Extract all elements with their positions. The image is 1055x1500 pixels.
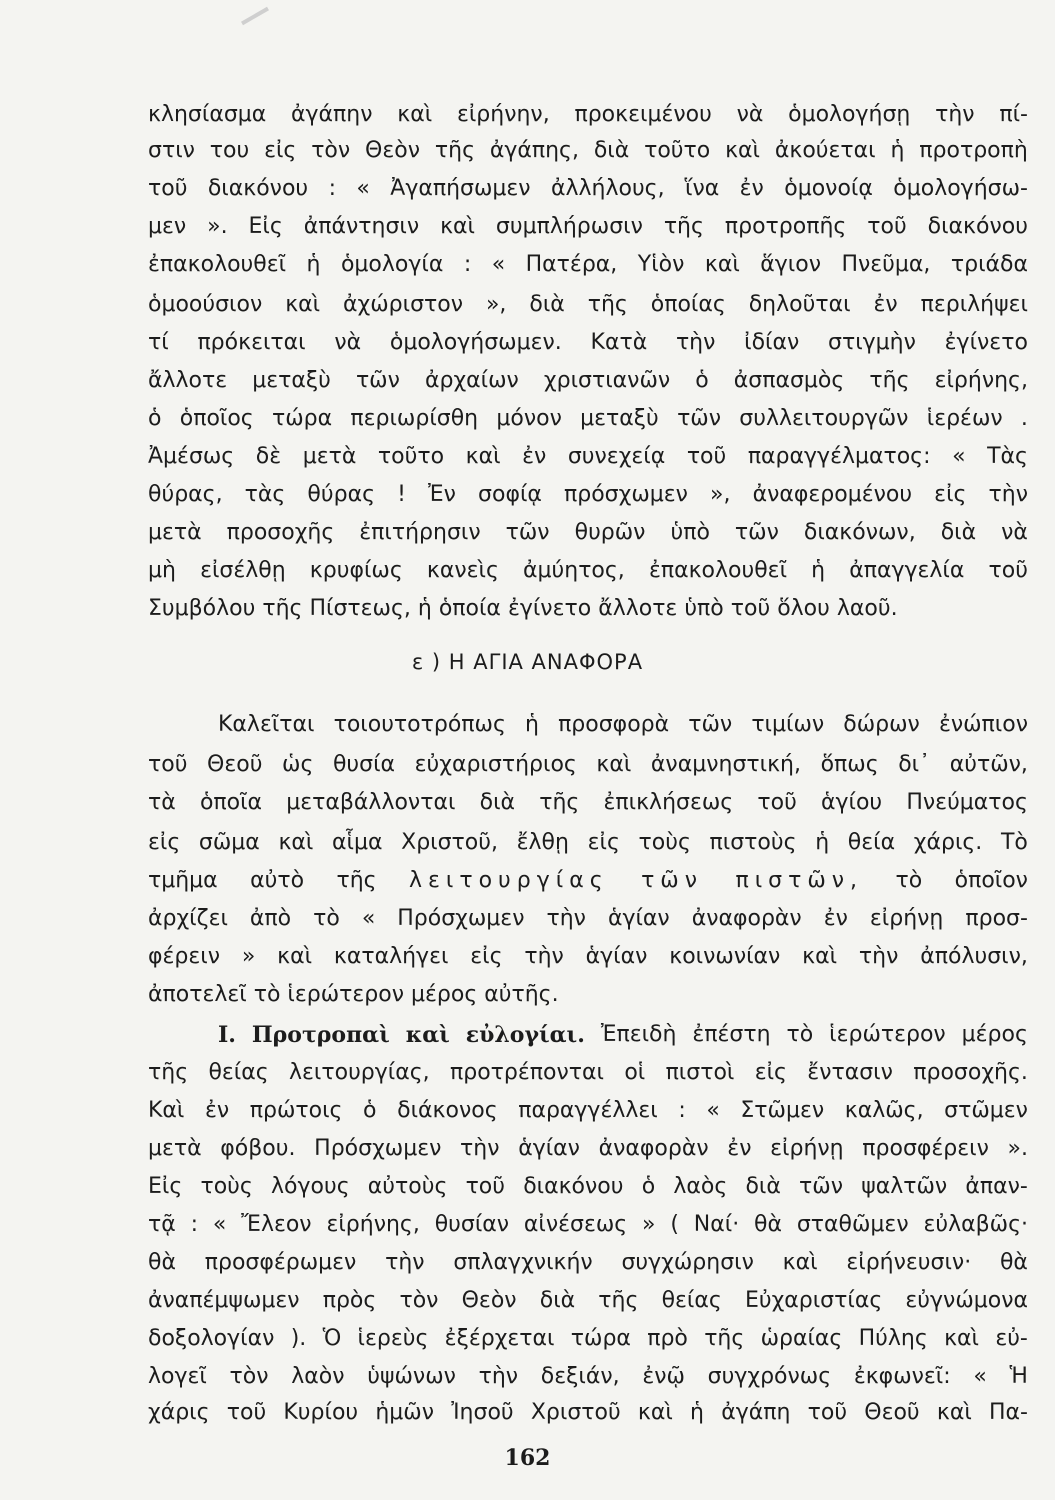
text-line: Εἰς τοὺς λόγους αὐτοὺς τοῦ διακόνου ὁ λαὸς διὰ τῶν ψαλτῶν ἀπαν- <box>148 1174 1028 1199</box>
text-line: ἀποτελεῖ τὸ ἱερώτερον μέρος αὐτῆς. <box>148 982 559 1007</box>
scan-mark <box>241 7 269 25</box>
text-line: τί πρόκειται νὰ ὁμολογήσωμεν. Κατὰ τὴν ἰδίαν στιγμὴν ἐγίνετο <box>148 330 1028 355</box>
text-line: Καλεῖται τοιουτοτρόπως ἡ προσφορὰ τῶν τιμίων δώρων ἐνώπιον <box>218 712 1028 737</box>
text-line: στιν του εἰς τὸν Θεὸν τῆς ἀγάπης, διὰ τοῦτο καὶ ἀκούεται ἡ προτροπὴ <box>148 138 1028 163</box>
text-line: θὰ προσφέρωμεν τὴν σπλαγχνικήν συγχώρησιν καὶ εἰρήνευσιν· θὰ <box>148 1250 1028 1275</box>
text-line: χάρις τοῦ Κυρίου ἡμῶν Ἰησοῦ Χριστοῦ καὶ ἡ ἀγάπη τοῦ Θεοῦ καὶ Πα- <box>148 1400 1028 1425</box>
text-line: I. Προτροπαὶ καὶ εὐλογίαι. Ἐπειδὴ ἐπέστη τὸ ἱερώτερον μέρος <box>218 1022 1028 1048</box>
page-number: 162 <box>504 1445 551 1471</box>
text-line: φέρειν » καὶ καταλήγει εἰς τὴν ἁγίαν κοινωνίαν καὶ τὴν ἀπόλυσιν, <box>148 944 1028 969</box>
text-line: Ἀμέσως δὲ μετὰ τοῦτο καὶ ἐν συνεχείᾳ τοῦ παραγγέλματος: « Τὰς <box>148 444 1028 469</box>
text-line: λογεῖ τὸν λαὸν ὑψώνων τὴν δεξιάν, ἐνῷ συγχρόνως ἐκφωνεῖ: « Ἡ <box>148 1364 1028 1389</box>
text-line: ἐπακολουθεῖ ἡ ὁμολογία : « Πατέρα, Υἱὸν καὶ ἅγιον Πνεῦμα, τριάδα <box>148 252 1028 277</box>
text-line: Συμβόλου τῆς Πίστεως, ἡ ὁποία ἐγίνετο ἄλλοτε ὑπὸ τοῦ ὅλου λαοῦ. <box>148 596 898 621</box>
text-line: μετὰ φόβου. Πρόσχωμεν τὴν ἁγίαν ἀναφορὰν ἐν εἰρήνῃ προσφέρειν ». <box>148 1136 1028 1161</box>
text-line: δοξολογίαν ). Ὁ ἱερεὺς ἐξέρχεται τώρα πρὸ τῆς ὡραίας Πύλης καὶ εὐ- <box>148 1326 1028 1351</box>
text-line: τῆς θείας λειτουργίας, προτρέπονται οἱ πιστοὶ εἰς ἔντασιν προσοχῆς. <box>148 1060 1028 1085</box>
text-line: εἰς σῶμα καὶ αἷμα Χριστοῦ, ἔλθῃ εἰς τοὺς πιστοὺς ἡ θεία χάρις. Τὸ <box>148 830 1028 855</box>
text-line: μεν ». Εἰς ἀπάντησιν καὶ συμπλήρωσιν τῆς προτροπῆς τοῦ διακόνου <box>148 214 1028 239</box>
text-line: Καὶ ἐν πρώτοις ὁ διάκονος παραγγέλλει : « Στῶμεν καλῶς, στῶμεν <box>148 1098 1028 1123</box>
text-line: ὁμοούσιον καὶ ἀχώριστον », διὰ τῆς ὁποίας δηλοῦται ἐν περιλήψει <box>148 292 1028 317</box>
text-line: τοῦ Θεοῦ ὡς θυσία εὐχαριστήριος καὶ ἀναμνηστική, ὅπως δι᾽ αὐτῶν, <box>148 752 1028 777</box>
text-line: κλησίασμα ἀγάπην καὶ εἰρήνην, προκειμένου νὰ ὁμολογήσῃ τὴν πί- <box>148 102 1028 127</box>
text-line: μετὰ προσοχῆς ἐπιτήρησιν τῶν θυρῶν ὑπὸ τῶν διακόνων, διὰ νὰ <box>148 520 1028 545</box>
section-heading: ε ) Η ΑΓΙΑ ΑΝΑΦΟΡΑ <box>411 650 644 674</box>
text-line: τὰ ὁποῖα μεταβάλλονται διὰ τῆς ἐπικλήσεως τοῦ ἁγίου Πνεύματος <box>148 790 1028 815</box>
text-line: τμῆμα αὐτὸ τῆς λειτουργίας τῶν πιστῶν, τὸ ὁποῖον <box>148 868 1028 893</box>
text-line: τᾷ : « Ἔλεον εἰρήνης, θυσίαν αἰνέσεως » ( Ναί· θὰ σταθῶμεν εὐλαβῶς· <box>148 1212 1028 1237</box>
text-line: ἄλλοτε μεταξὺ τῶν ἀρχαίων χριστιανῶν ὁ ἀσπασμὸς τῆς εἰρήνης, <box>148 368 1028 393</box>
text-line: μὴ εἰσέλθῃ κρυφίως κανεὶς ἀμύητος, ἐπακολουθεῖ ἡ ἀπαγγελία τοῦ <box>148 558 1028 583</box>
text-line: ἀρχίζει ἀπὸ τὸ « Πρόσχωμεν τὴν ἁγίαν ἀναφορὰν ἐν εἰρήνῃ προσ- <box>148 906 1028 931</box>
text-line: ἀναπέμψωμεν πρὸς τὸν Θεὸν διὰ τῆς θείας Εὐχαριστίας εὐγνώμονα <box>148 1288 1028 1313</box>
text-line: τοῦ διακόνου : « Ἀγαπήσωμεν ἀλλήλους, ἵνα ἐν ὁμονοίᾳ ὁμολογήσω- <box>148 176 1028 201</box>
text-line: θύρας, τὰς θύρας ! Ἐν σοφίᾳ πρόσχωμεν », ἀναφερομένου εἰς τὴν <box>148 482 1028 507</box>
text-line: ὁ ὁποῖος τώρα περιωρίσθη μόνον μεταξὺ τῶν συλλειτουργῶν ἱερέων . <box>148 406 1028 431</box>
